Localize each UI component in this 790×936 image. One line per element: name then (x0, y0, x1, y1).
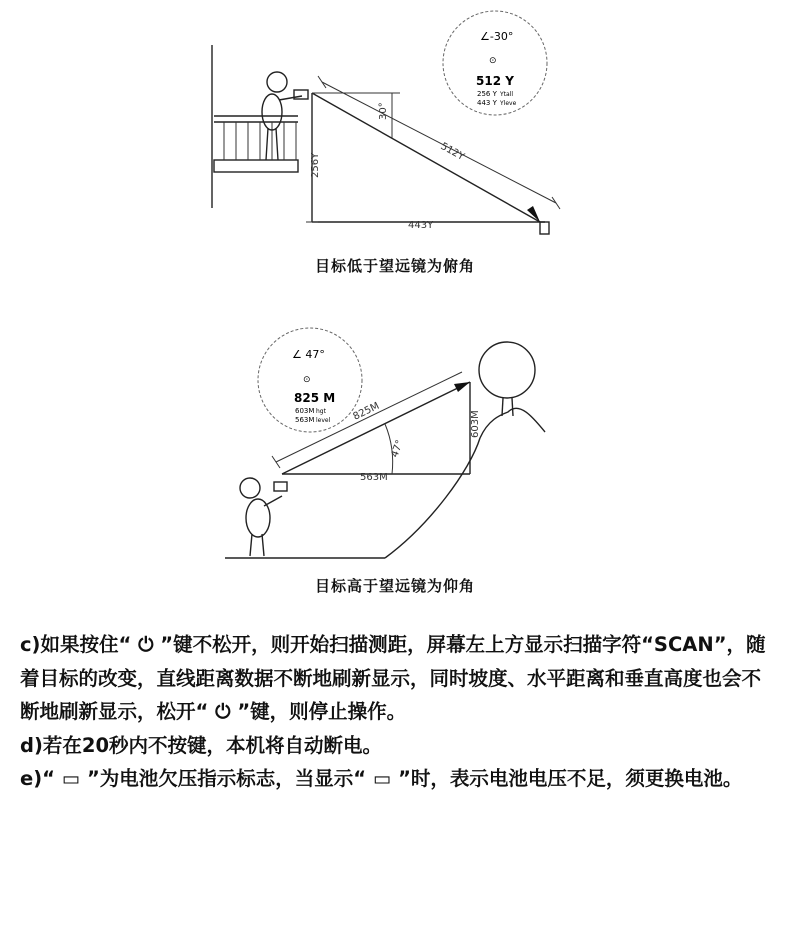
angle-label: 47° (389, 438, 406, 460)
display-height: 256 Y (477, 90, 497, 98)
display-height: 603M (295, 407, 315, 415)
arrow-head (454, 382, 470, 392)
display-angle: ∠-30° (480, 30, 514, 43)
figure-elevation-angle (0, 320, 790, 575)
balcony (214, 116, 298, 172)
display-readout (443, 11, 547, 115)
figure2-caption: 目标高于望远镜为仰角 (314, 577, 475, 595)
horizontal-label: 563M (360, 472, 388, 483)
crosshair-icon: ⊙ (489, 56, 497, 66)
arrow-head (527, 206, 540, 222)
figure-depression-angle (0, 0, 790, 260)
angle-label: 30° (378, 102, 389, 120)
hill-outline (385, 408, 545, 558)
person-figure (240, 478, 287, 556)
svg-text:hgt: hgt (316, 408, 326, 415)
svg-text:Ytall: Ytall (500, 91, 514, 98)
display-horizontal: 443 Y (477, 99, 497, 107)
dist-label: 512Y (438, 141, 466, 163)
tree-target (479, 342, 535, 416)
paragraph-d: d)若在20秒内不按键，本机将自动断电。 (20, 733, 383, 757)
height-label: 603M (470, 410, 481, 438)
display-distance: 512 Y (476, 74, 514, 88)
display-angle: ∠ 47° (292, 348, 325, 361)
sight-line (312, 93, 540, 222)
display-distance: 825 M (294, 391, 336, 405)
instruction-text (20, 628, 775, 796)
svg-text:level: level (316, 417, 331, 424)
display-readout (258, 328, 362, 432)
display-horizontal: 563M (295, 416, 315, 424)
paragraph-e: e)“ ▭ ”为电池欠压指示标志，当显示“ ▭ ”时，表示电池电压不足，须更换电池。 (20, 767, 743, 790)
figure1-caption: 目标低于望远镜为俯角 (314, 257, 475, 275)
target-box (540, 222, 549, 234)
height-label: 256Y (310, 152, 321, 178)
svg-text:Yleve: Yleve (500, 100, 517, 107)
paragraph-c: c)如果按住“ ⏻ ”键不松开，则开始扫描测距，屏幕左上方显示扫描字符“SCAN”，随着目标的改变，直线距离数据不断地刷新显示，同时坡度、水平距离和垂直高度也会不断地刷新显示，松开“ ⏻ ”键，则停止操作。 (20, 633, 766, 723)
crosshair-icon: ⊙ (303, 375, 311, 385)
dist-label: 825M (351, 400, 382, 423)
horizontal-label: 443Y (408, 220, 434, 231)
